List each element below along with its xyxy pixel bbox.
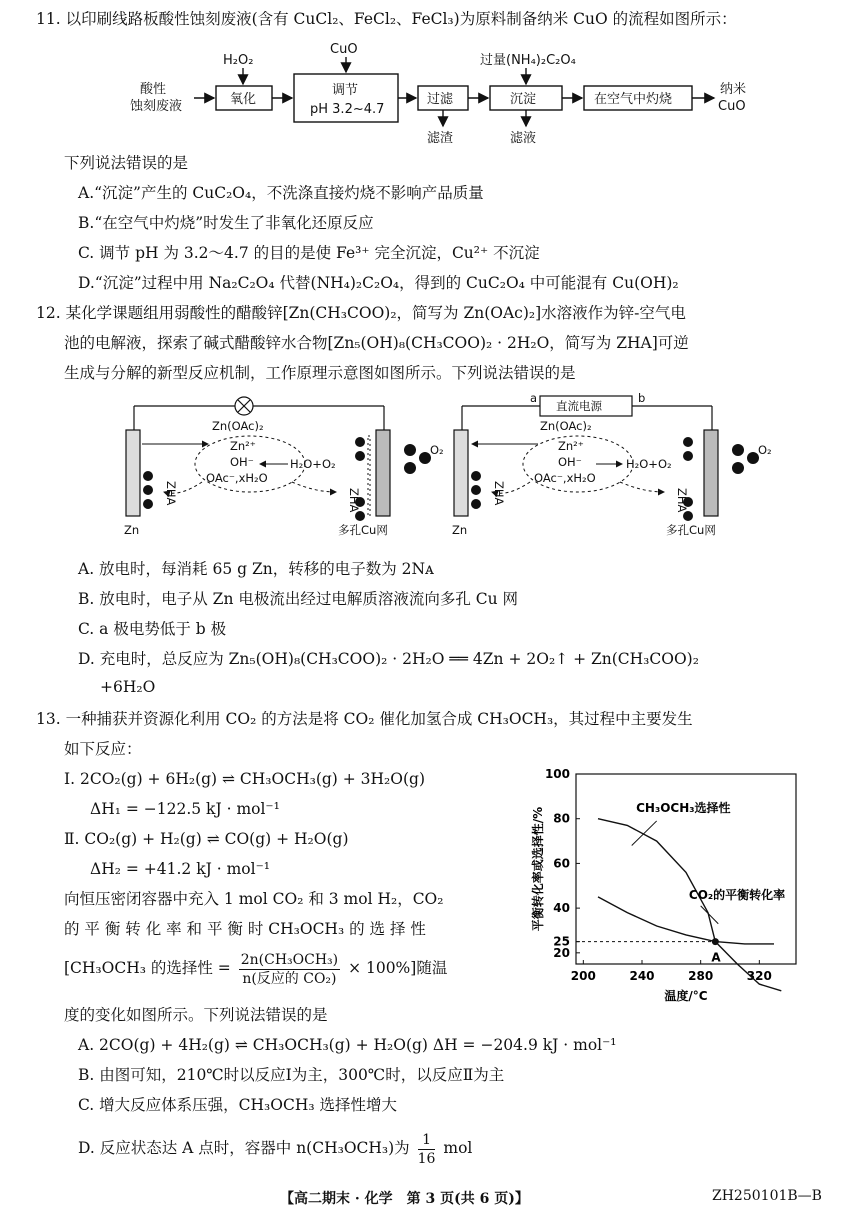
flow-step-3: 过滤 <box>427 92 454 107</box>
cu-mesh-left <box>376 430 390 516</box>
q13-stem-2: 如下反应： <box>64 740 142 758</box>
q13-option-b: B. 由图可知，210℃时以反应Ⅰ为主，300℃时，以反应Ⅱ为主 <box>78 1066 505 1084</box>
q13-para-3: [CH₃OCH₃ 的选择性 = $\frac{\text{2n(CH₃OCH₃)}}{\text{n(反应的 CO₂)}}$ × 100%]随温 <box>64 951 448 987</box>
terminal-b: b <box>638 392 646 405</box>
point-a-marker <box>712 938 719 945</box>
flow-output-1: 纳米 <box>720 82 747 97</box>
q11-stem: 11. 以印刷线路板酸性蚀刻废液(含有 CuCl₂、FeCl₂、FeCl₃)为原料制备纳米 CuO 的流程如图所示： <box>36 10 737 28</box>
y-tick-label: 80 <box>553 811 570 826</box>
right-o2: O₂ <box>758 443 772 457</box>
flow-reagent-4: 过量(NH₄)₂C₂O₄ <box>480 53 576 68</box>
footer-page-info: 【高二期末 · 化学 第 3 页(共 6 页)】 <box>280 1191 529 1207</box>
flow-step-4: 沉淀 <box>510 92 537 107</box>
right-electrolyte: Zn(OAc)₂ <box>540 419 592 433</box>
flow-step-1: 氧化 <box>230 92 257 107</box>
left-o2: O₂ <box>430 443 444 457</box>
y-tick-label: 100 <box>544 767 570 781</box>
q13-chart <box>528 764 828 1004</box>
right-ion-zn: Zn²⁺ <box>558 439 584 453</box>
right-zha-label: ZHA <box>492 481 506 506</box>
series-label-1: CH₃OCH₃选择性 <box>636 801 731 815</box>
q13-reaction-1: Ⅰ. 2CO₂(g) + 6H₂(g) ⇌ CH₃OCH₃(g) + 3H₂O(g) <box>64 770 425 788</box>
q12-option-d-cont: +6H₂O <box>100 678 156 696</box>
q11-option-d: D.“沉淀”过程中用 Na₂C₂O₄ 代替(NH₄)₂C₂O₄，得到的 CuC₂O₄ 中可能混有 Cu(OH)₂ <box>78 274 679 292</box>
x-tick-label: 280 <box>688 969 714 983</box>
q12-option-c: C. a 极电势低于 b 极 <box>78 620 227 638</box>
series-line-1 <box>598 819 781 991</box>
y-tick-label: 60 <box>553 856 570 871</box>
right-ion-oh: OH⁻ <box>558 455 582 469</box>
flow-reagent-2: CuO <box>330 42 358 57</box>
q13-enthalpy-2: ΔH₂ = +41.2 kJ · mol⁻¹ <box>90 860 270 878</box>
zn-electrode-right <box>454 430 468 516</box>
q13-option-a: A. 2CO(g) + 4H₂(g) ⇌ CH₃OCH₃(g) + H₂O(g) ΔH = −204.9 kJ · mol⁻¹ <box>78 1036 617 1054</box>
y-tick-label: 25 <box>553 934 570 949</box>
q13-para-4: 度的变化如图所示。下列说法错误的是 <box>64 1006 328 1024</box>
y-tick-label: 40 <box>553 901 570 916</box>
left-cu-label: 多孔Cu网 <box>338 523 388 537</box>
flow-step-5: 在空气中灼烧 <box>594 92 673 107</box>
q13-stem-1: 13. 一种捕获并资源化利用 CO₂ 的方法是将 CO₂ 催化加氢合成 CH₃OCH₃，其过程中主要发生 <box>36 710 693 728</box>
q12-stem-3: 生成与分解的新型反应机制，工作原理示意图如图所示。下列说法错误的是 <box>64 364 576 382</box>
q13-enthalpy-1: ΔH₁ = −122.5 kJ · mol⁻¹ <box>90 800 280 818</box>
left-ion-oac: OAc⁻,xH₂O <box>206 471 268 485</box>
q12-stem-2: 池的电解液，探索了碱式醋酸锌水合物[Zn₅(OH)₈(CH₃COO)₂ · 2H₂O，简写为 ZHA]可逆 <box>64 334 689 352</box>
flow-input-2: 蚀刻废液 <box>130 99 183 114</box>
terminal-a: a <box>530 392 538 405</box>
flow-step-2b: pH 3.2~4.7 <box>310 102 385 117</box>
left-reaction: H₂O+O₂ <box>290 457 336 471</box>
cu-mesh-right <box>704 430 718 516</box>
q13-reaction-2: Ⅱ. CO₂(g) + H₂(g) ⇌ CO(g) + H₂O(g) <box>64 830 349 848</box>
right-zha-label-2: ZHA <box>675 488 689 513</box>
q12-stem-1: 12. 某化学课题组用弱酸性的醋酸锌[Zn(CH₃COO)₂，简写为 Zn(OAc)₂]水溶液作为锌-空气电 <box>36 304 686 322</box>
x-tick-label: 240 <box>629 969 655 983</box>
series-label-2: CO₂的平衡转化率 <box>688 888 786 903</box>
q12-cell-diagram <box>110 392 780 552</box>
q13-option-c: C. 增大反应体系压强，CH₃OCH₃ 选择性增大 <box>78 1096 397 1114</box>
q13-para-2: 的 平 衡 转 化 率 和 平 衡 时 CH₃OCH₃ 的 选 择 性 <box>64 920 426 938</box>
q11-option-c: C. 调节 pH 为 3.2～4.7 的目的是使 Fe³⁺ 完全沉淀，Cu²⁺ 不沉淀 <box>78 244 540 262</box>
q11-flow-diagram <box>130 40 760 150</box>
footer-code: ZH250101B—B <box>712 1188 822 1204</box>
selectivity-fraction: $\frac{\text{2n(CH₃OCH₃)}}{\text{n(反应的 CO₂)}}$ <box>240 951 339 987</box>
q11-option-b: B.“在空气中灼烧”时发生了非氧化还原反应 <box>78 214 374 232</box>
q12-option-a: A. 放电时，每消耗 65 g Zn，转移的电子数为 2Nᴀ <box>78 560 434 578</box>
q13-para-1: 向恒压密闭容器中充入 1 mol CO₂ 和 3 mol H₂，CO₂ <box>64 890 444 908</box>
q12-option-b: B. 放电时，电子从 Zn 电极流出经过电解质溶液流向多孔 Cu 网 <box>78 590 519 608</box>
power-label: 直流电源 <box>556 399 602 413</box>
flow-input-1: 酸性 <box>140 82 167 97</box>
series-line-2 <box>598 897 774 944</box>
right-ion-oac: OAc⁻,xH₂O <box>534 471 596 485</box>
left-zha-label-2: ZHA <box>347 488 361 513</box>
flow-step-2a: 调节 <box>332 83 359 98</box>
left-ion-oh: OH⁻ <box>230 455 254 469</box>
q11-option-a: A.“沉淀”产生的 CuC₂O₄，不洗涤直接灼烧不影响产品质量 <box>78 184 484 202</box>
left-zn-label: Zn <box>124 523 140 537</box>
q12-option-d: D. 充电时，总反应为 Zn₅(OH)₈(CH₃COO)₂ · 2H₂O ══ 4Zn + 2O₂↑ + Zn(CH₃COO)₂ <box>78 650 699 668</box>
right-cu-label: 多孔Cu网 <box>666 523 716 537</box>
x-axis-label: 温度/°C <box>664 989 708 1003</box>
option-d-fraction: $\frac{1}{16}$ <box>417 1131 436 1167</box>
x-tick-label: 200 <box>570 969 596 983</box>
left-electrolyte: Zn(OAc)₂ <box>212 419 264 433</box>
right-reaction: H₂O+O₂ <box>626 457 672 471</box>
left-zha-label: ZHA <box>164 481 178 506</box>
left-ion-zn: Zn²⁺ <box>230 439 256 453</box>
flow-reagent-1: H₂O₂ <box>223 53 254 68</box>
q11-prompt: 下列说法错误的是 <box>64 154 189 172</box>
zn-electrode-left <box>126 430 140 516</box>
right-zn-label: Zn <box>452 523 468 537</box>
flow-output-2: CuO <box>718 99 746 114</box>
q13-option-d: D. 反应状态达 A 点时，容器中 n(CH₃OCH₃)为 $\frac{1}{16}$ mol <box>78 1131 473 1167</box>
point-a-label: A <box>711 950 721 965</box>
y-tick-label: 20 <box>553 945 570 960</box>
x-tick-label: 320 <box>746 969 772 983</box>
flow-waste-3: 滤渣 <box>427 131 454 146</box>
y-axis-label: 平衡转化率或选择性/% <box>531 806 545 932</box>
flow-waste-4: 滤液 <box>510 131 537 146</box>
series-label-1-leader <box>632 821 657 846</box>
